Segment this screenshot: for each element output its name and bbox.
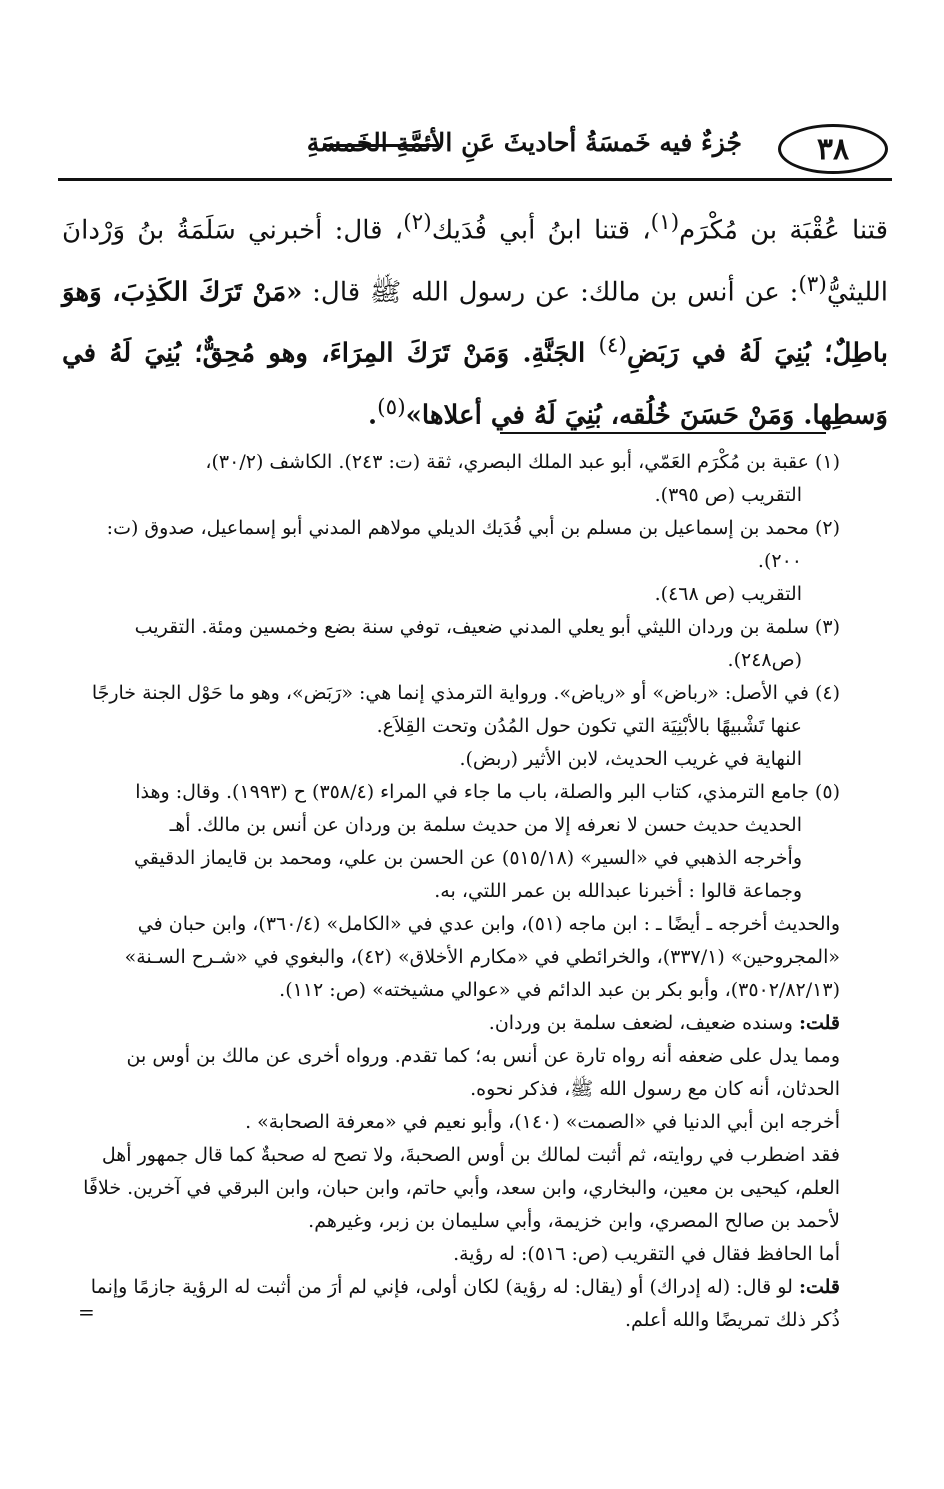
footnote-ref-1: (١) [650,210,680,235]
footnote-4: (٤) في الأصل: «رباض» أو «رياض». ورواية الترمذي إنما هي: «رَبَض»، وهو ما حَوْل الجنة خارجًا عنها تَشْبيهًا بالأبْنِيَة التي تكون حول المُدُن وتحت القِلاَع. [91,682,840,737]
matn-text-1: «مَنْ تَرَكَ الكَذِبَ، وَهوَ باطِلٌ؛ بُنِيَ لَهُ في رَبَضِ [62,277,889,369]
footnote-5-paragraph-c: والحديث أخرجه ـ أيضًا ـ : ابن ماجه (٥١)، وابن عدي في «الكامل» (٣٦٠/٤)، وابن حبان في «المجروحين» (٣٣٧/١)، والخرائطي في «مكارم الأخلاق» (٤٢)، والبغوي في «شـرح السـنة» (٣٥٠٢/٨٢/١٣)، وأبو بكر بن عبد الدائم في «عوالي مشيخته» (ص: ١١٢). [124,913,840,1001]
continuation-mark: = [78,1300,95,1324]
page-header [58,118,892,178]
footnote-1-source: التقريب (ص ٣٩٥). [654,484,802,506]
page-number: ٣٨ [778,124,888,174]
footnote-1-text: (١) عقبة بن مُكْرَم العَمّي، أبو عبد الملك البصري، ثقة (ت: ٢٤٣). الكاشف (٣٠/٢)، [205,451,840,473]
footnote-3: (٣) سلمة بن وردان الليثي أبو يعلي المدني ضعيف، توفي سنة بضع وخمسين ومئة. التقريب (ص٢٤٨). [134,616,840,671]
isnad-text-4: : عن أنس بن مالك: عن رسول الله ﷺ قال: [302,277,799,308]
footnote-5-paragraph-i [80,1271,840,1337]
footnote-ref-4: (٤) [598,333,627,359]
footnote-5-paragraph-f: أخرجه ابن أبي الدنيا في «الصمت» (١٤٠)، وأبو نعيم في «معرفة الصحابة» . [245,1111,840,1133]
footnote-5-i-text: لو قال: (له إدراك) أو (يقال: له رؤية) لكان أولى، فإني لم أرَ من أثبت له الرؤية جازمًا وإنما ذُكر ذلك تمريضًا والله أعلم. [90,1276,840,1331]
isnad-text-1: قتنا عُقْبَة بن مُكْرَم [679,215,889,246]
main-text [62,196,888,443]
footnote-separator [500,432,826,434]
footnote-5-paragraph-e: ومما يدل على ضعفه أنه رواه تارة عن أنس به؛ كما تقدم. ورواه أخرى عن مالك بن أوس بن الحدثان، أنه كان مع رسول الله ﷺ، فذكر نحوه. [126,1045,840,1100]
footnote-2 [80,512,840,578]
footnote-5-paragraph-h: أما الحافظ فقال في التقريب (ص: ٥١٦): له رؤية. [453,1243,840,1265]
footnote-ref-5: (٥) [377,394,406,420]
footnote-1 [80,446,840,479]
isnad-text-2: ، قتنا ابنُ أبي فُدَيك [431,215,651,246]
footnote-2-text: (٢) محمد بن إسماعيل بن مسلم بن أبي فُدَيك الديلي مولاهم المدني أبو إسماعيل، صدوق (ت: ٢٠٠). [106,517,840,572]
isnad-text-3: ، قال: أخبرني سَلَمَةُ بنُ وَرْدانَ الليثيُّ [62,215,888,308]
footnote-5-paragraph-b: وأخرجه الذهبي في «السير» (٥١٥/١٨) عن الحسن بن علي، ومحمد بن قايماز الدقيقي وجماعة قالوا : أخبرنا عبدالله بن عمر اللتي، به. [133,847,802,902]
footnotes [80,446,840,1337]
footnote-5-paragraph-d [80,1007,840,1040]
qultu-label: قلت: [798,1276,840,1298]
footnote-5-paragraph-g: فقد اضطرب في روايته، ثم أثبت لمالك بن أوس الصحبةَ، ولا تصح له صحبةٌ كما قال جمهور أهل العلم، كيحيى بن معين، والبخاري، وابن سعد، وأبي حاتم، وابن حبان، وابن البرقي في آخرين. خلافًا لأحمد بن صالح المصري، وابن خزيمة، وأبي سليمان بن زبر، وغيرهم. [83,1144,840,1232]
footnote-4-source: النهاية في غريب الحديث، لابن الأثير (ربض). [459,748,802,770]
title-dash-rule [326,144,438,147]
footnote-ref-2: (٢) [403,210,432,235]
hadith-paragraph [62,196,888,443]
running-title: جُزءٌ فيه خَمسَةُ أحاديثَ عَنِ الأئمَّةِ الخَمسَةِ [306,128,742,157]
footnote-2-source: التقريب (ص ٤٦٨). [654,583,802,605]
matn-text-2: الجَنَّةِ. وَمَنْ تَرَكَ المِرَاءَ، وهو مُحِقٌّ؛ بُنِيَ لَهُ في وَسطِها. وَمَنْ حَسَنَ خُلُقه، بُنِيَ لَهُ في أعلاها» [62,338,888,431]
qultu-label: قلت: [798,1012,840,1034]
paragraph-end: . [368,400,378,431]
header-rule [58,178,892,181]
footnote-ref-3: (٣) [798,271,827,297]
footnote-5: (٥) جامع الترمذي، كتاب البر والصلة، باب ما جاء في المراء (٣٥٨/٤) ح (١٩٩٣). وقال: وهذا الحديث حديث حسن لا نعرفه إلا من حديث سلمة بن وردان عن أنس بن مالك. أهـ [135,781,840,836]
footnote-5-d-text: وسنده ضعيف، لضعف سلمة بن وردان. [488,1012,799,1034]
